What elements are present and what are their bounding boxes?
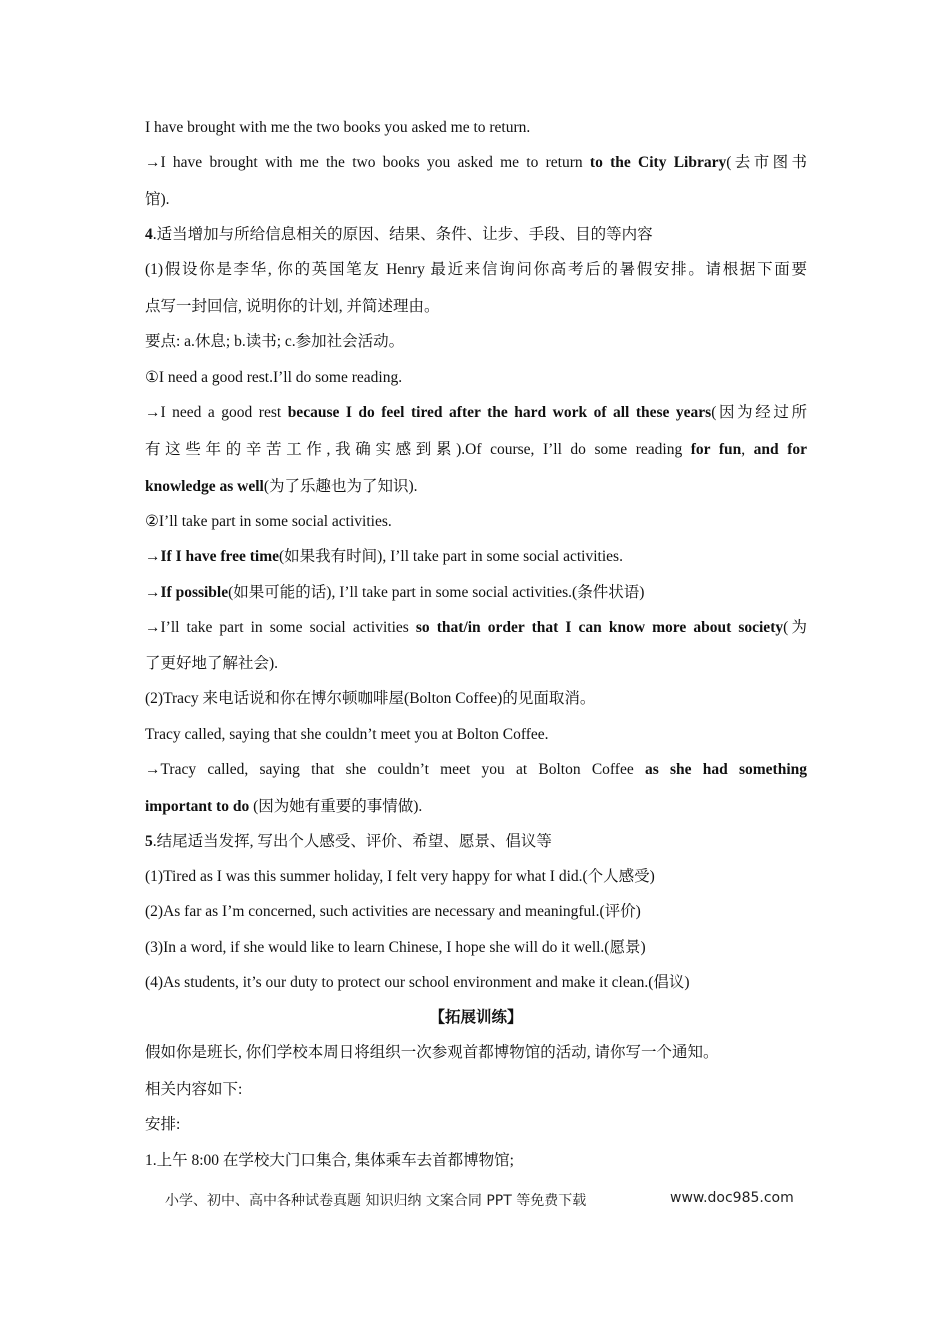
text-segment: (1)假设你是李华, 你的英国笔友 Henry 最近来信询问你高考后的暑假安排。请根据下面要 xyxy=(145,261,807,278)
text-segment: I have brought with me the two books you asked me to return. xyxy=(145,119,531,136)
text-line xyxy=(145,759,807,781)
text-line xyxy=(145,617,807,639)
text-line xyxy=(145,117,807,139)
text-line xyxy=(145,582,807,604)
bold-phrase: If I have free time xyxy=(160,548,280,565)
bold-phrase: to the City Library xyxy=(589,154,727,171)
page-footer xyxy=(165,1190,805,1210)
text-line xyxy=(145,1007,807,1029)
text-segment: (如果可能的话), I’ll take part in some social activities.(条件状语) xyxy=(228,584,645,601)
text-segment: (1)Tired as I was this summer holiday, I felt very happy for what I did.(个人感受) xyxy=(145,868,655,885)
text-segment: →I have brought with me the two books you asked me to return xyxy=(145,154,590,171)
text-line xyxy=(145,866,807,888)
bold-phrase: for fun xyxy=(690,441,742,458)
text-line xyxy=(145,901,807,923)
text-segment: (为 xyxy=(783,619,807,636)
text-line xyxy=(145,937,807,959)
text-line xyxy=(145,1114,807,1136)
bold-phrase: and for xyxy=(753,441,807,458)
text-segment: 有这些年的辛苦工作,我确实感到累).Of course, I’ll do some reading xyxy=(145,441,691,458)
text-line xyxy=(145,831,807,853)
text-segment: , xyxy=(741,441,754,458)
text-line xyxy=(145,796,807,818)
text-line xyxy=(145,224,807,246)
text-segment: .结尾适当发挥, 写出个人感受、评价、希望、愿景、倡议等 xyxy=(152,833,552,850)
text-segment: (因为她有重要的事情做). xyxy=(249,798,423,815)
text-line xyxy=(145,546,807,568)
text-segment: (如果我有时间), I’ll take part in some social activities. xyxy=(279,548,623,565)
text-line xyxy=(145,1150,807,1172)
text-segment: →Tracy called, saying that she couldn’t meet you at Bolton Coffee xyxy=(145,761,645,778)
text-segment: → xyxy=(145,548,161,565)
footer-url[interactable]: www.doc985.com xyxy=(670,1190,794,1206)
text-segment: 安排: xyxy=(145,1116,181,1133)
text-line xyxy=(145,972,807,994)
text-line xyxy=(145,476,807,498)
text-segment: 要点: a.休息; b.读书; c.参加社会活动。 xyxy=(145,333,405,350)
text-line xyxy=(145,1042,807,1064)
text-segment: (为了乐趣也为了知识). xyxy=(263,478,418,495)
text-line xyxy=(145,1079,807,1101)
text-segment: (3)In a word, if she would like to learn Chinese, I hope she will do it well.(愿景) xyxy=(145,939,646,956)
text-line xyxy=(145,259,807,281)
text-segment: (4)As students, it’s our duty to protect our school environment and make it clean.(倡议) xyxy=(145,974,690,991)
text-segment: 点写一封回信, 说明你的计划, 并简述理由。 xyxy=(145,298,440,315)
text-line xyxy=(145,367,807,389)
text-line xyxy=(145,402,807,424)
text-line xyxy=(145,189,807,211)
text-line xyxy=(145,511,807,533)
text-segment: 了更好地了解社会). xyxy=(145,655,279,672)
text-segment: .适当增加与所给信息相关的原因、结果、条件、让步、手段、目的等内容 xyxy=(152,226,653,243)
text-line xyxy=(145,331,807,353)
bold-phrase: knowledge as well xyxy=(145,478,264,495)
text-line xyxy=(145,724,807,746)
bold-phrase: important to do xyxy=(145,798,250,815)
text-segment: →I need a good rest xyxy=(145,404,288,421)
text-segment: 馆). xyxy=(145,191,170,208)
text-segment: → xyxy=(145,584,161,601)
text-segment: 1.上午 8:00 在学校大门口集合, 集体乘车去首都博物馆; xyxy=(145,1152,514,1169)
text-segment: (2)Tracy 来电话说和你在博尔顿咖啡屋(Bolton Coffee)的见面取消。 xyxy=(145,690,596,707)
bold-phrase: so that/in order that I can know more about society xyxy=(415,619,784,636)
text-segment: (去市图书 xyxy=(726,154,807,171)
text-line xyxy=(145,653,807,675)
text-segment: (2)As far as I’m concerned, such activities are necessary and meaningful.(评价) xyxy=(145,903,641,920)
text-segment: →I’ll take part in some social activities xyxy=(145,619,416,636)
text-line xyxy=(145,296,807,318)
bold-phrase: because I do feel tired after the hard work of all these years xyxy=(287,404,712,421)
text-segment: (因为经过所 xyxy=(711,404,808,421)
text-line xyxy=(145,439,807,461)
text-segment: ①I need a good rest.I’ll do some reading. xyxy=(145,369,403,386)
bold-phrase: If possible xyxy=(160,584,229,601)
bold-phrase: 4 xyxy=(145,226,153,243)
text-segment: Tracy called, saying that she couldn’t meet you at Bolton Coffee. xyxy=(145,726,549,743)
footer-text: 小学、初中、高中各种试卷真题 知识归纳 文案合同 PPT 等免费下载 xyxy=(165,1193,587,1209)
text-segment: 假如你是班长, 你们学校本周日将组织一次参观首都博物馆的活动, 请你写一个通知。 xyxy=(145,1044,719,1061)
text-segment: ②I’ll take part in some social activities. xyxy=(145,513,392,530)
text-segment: 相关内容如下: xyxy=(145,1081,243,1098)
text-line xyxy=(145,152,807,174)
bold-phrase: 【拓展训练】 xyxy=(429,1009,523,1026)
bold-phrase: 5 xyxy=(145,833,153,850)
text-line xyxy=(145,688,807,710)
bold-phrase: as she had something xyxy=(644,761,807,778)
